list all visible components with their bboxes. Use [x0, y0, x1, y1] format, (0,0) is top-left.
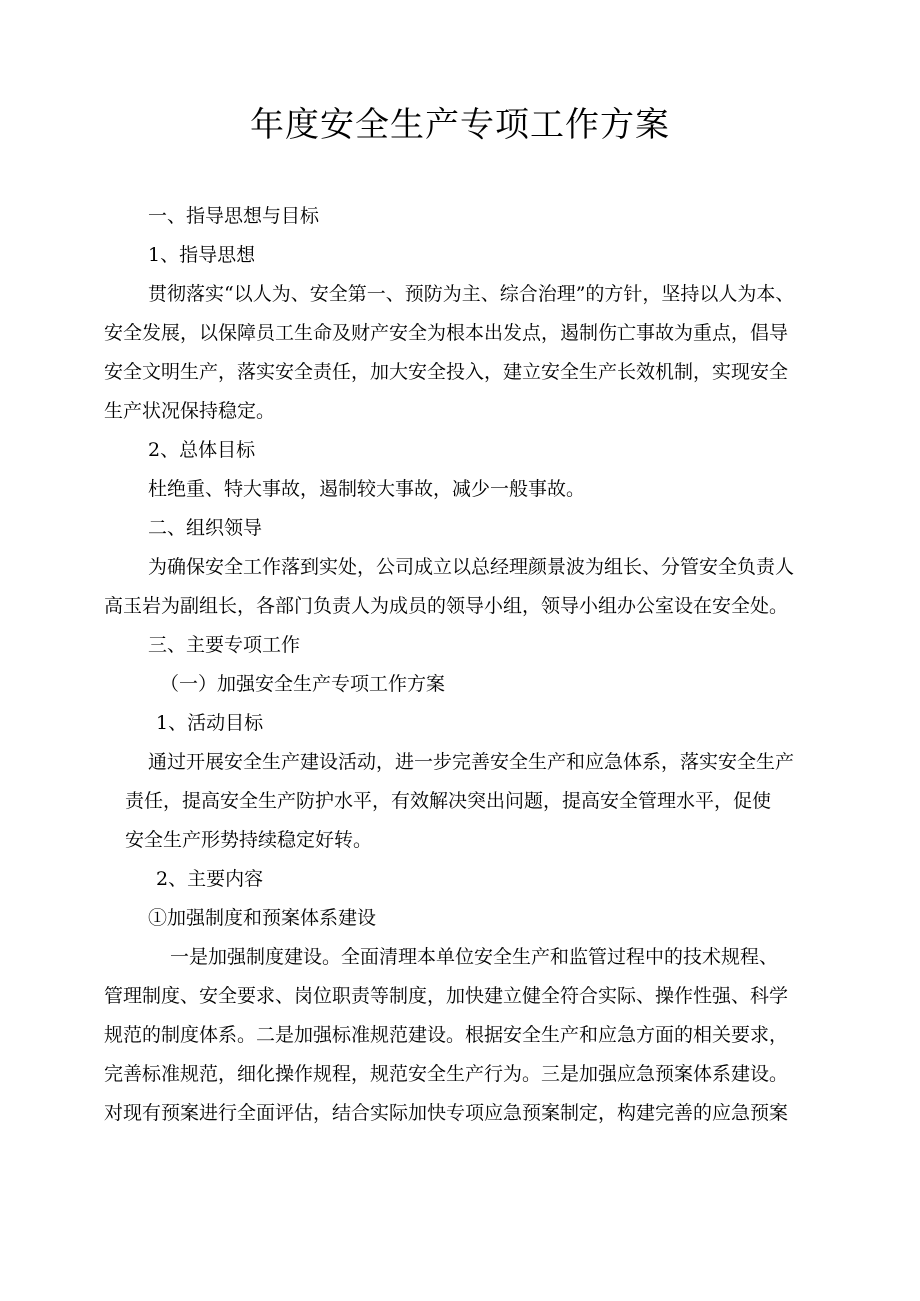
paragraph-line: 杜绝重、特大事故，遏制较大事故，减少一般事故。 — [148, 478, 586, 500]
document-title: 年度安全生产专项工作方案 — [250, 105, 670, 145]
paragraph-line: 高玉岩为副组长，各部门负责人为成员的领导小组，领导小组办公室设在安全处。 — [104, 595, 789, 617]
subheading-system-construction: ①加强制度和预案体系建设 — [148, 907, 377, 929]
paragraph-line: 完善标准规范，细化操作规程，规范安全生产行为。三是加强应急预案体系建设。 — [104, 1063, 789, 1085]
paragraph-line: 通过开展安全生产建设活动，进一步完善安全生产和应急体系，落实安全生产 — [148, 751, 795, 773]
paragraph-line: 安全发展，以保障员工生命及财产安全为根本出发点，遏制伤亡事故为重点，倡导 — [104, 322, 789, 344]
paragraph-line: 为确保安全工作落到实处，公司成立以总经理颜景波为组长、分管安全负责人 — [148, 556, 795, 578]
paragraph-line: 安全生产形势持续稳定好转。 — [125, 829, 373, 851]
subheading-main-content: 2、主要内容 — [156, 868, 264, 890]
subheading-guiding-idea: 1、指导思想 — [148, 244, 256, 266]
paragraph-line: 贯彻落实“以人为、安全第一、预防为主、综合治理”的方针，坚持以人为本、 — [148, 283, 795, 305]
subheading-special-plan: （一）加强安全生产专项工作方案 — [160, 673, 446, 695]
paragraph-line: 管理制度、安全要求、岗位职责等制度，加快建立健全符合实际、操作性强、科学 — [104, 985, 789, 1007]
paragraph-line: 一是加强制度建设。全面清理本单位安全生产和监管过程中的技术规程、 — [170, 946, 779, 968]
paragraph-line: 责任，提高安全生产防护水平，有效解决突出问题，提高安全管理水平，促使 — [125, 790, 772, 812]
heading-section-1: 一、指导思想与目标 — [148, 205, 320, 227]
paragraph-line: 生产状况保持稳定。 — [104, 400, 276, 422]
subheading-activity-goal: 1、活动目标 — [156, 712, 264, 734]
heading-section-3: 三、主要专项工作 — [148, 634, 301, 656]
heading-section-2: 二、组织领导 — [148, 517, 263, 539]
paragraph-line: 安全文明生产，落实安全责任，加大安全投入，建立安全生产长效机制，实现安全 — [104, 361, 789, 383]
paragraph-line: 规范的制度体系。二是加强标准规范建设。根据安全生产和应急方面的相关要求， — [104, 1024, 789, 1046]
paragraph-line: 对现有预案进行全面评估，结合实际加快专项应急预案制定，构建完善的应急预案 — [104, 1102, 789, 1124]
subheading-overall-goal: 2、总体目标 — [148, 439, 256, 461]
